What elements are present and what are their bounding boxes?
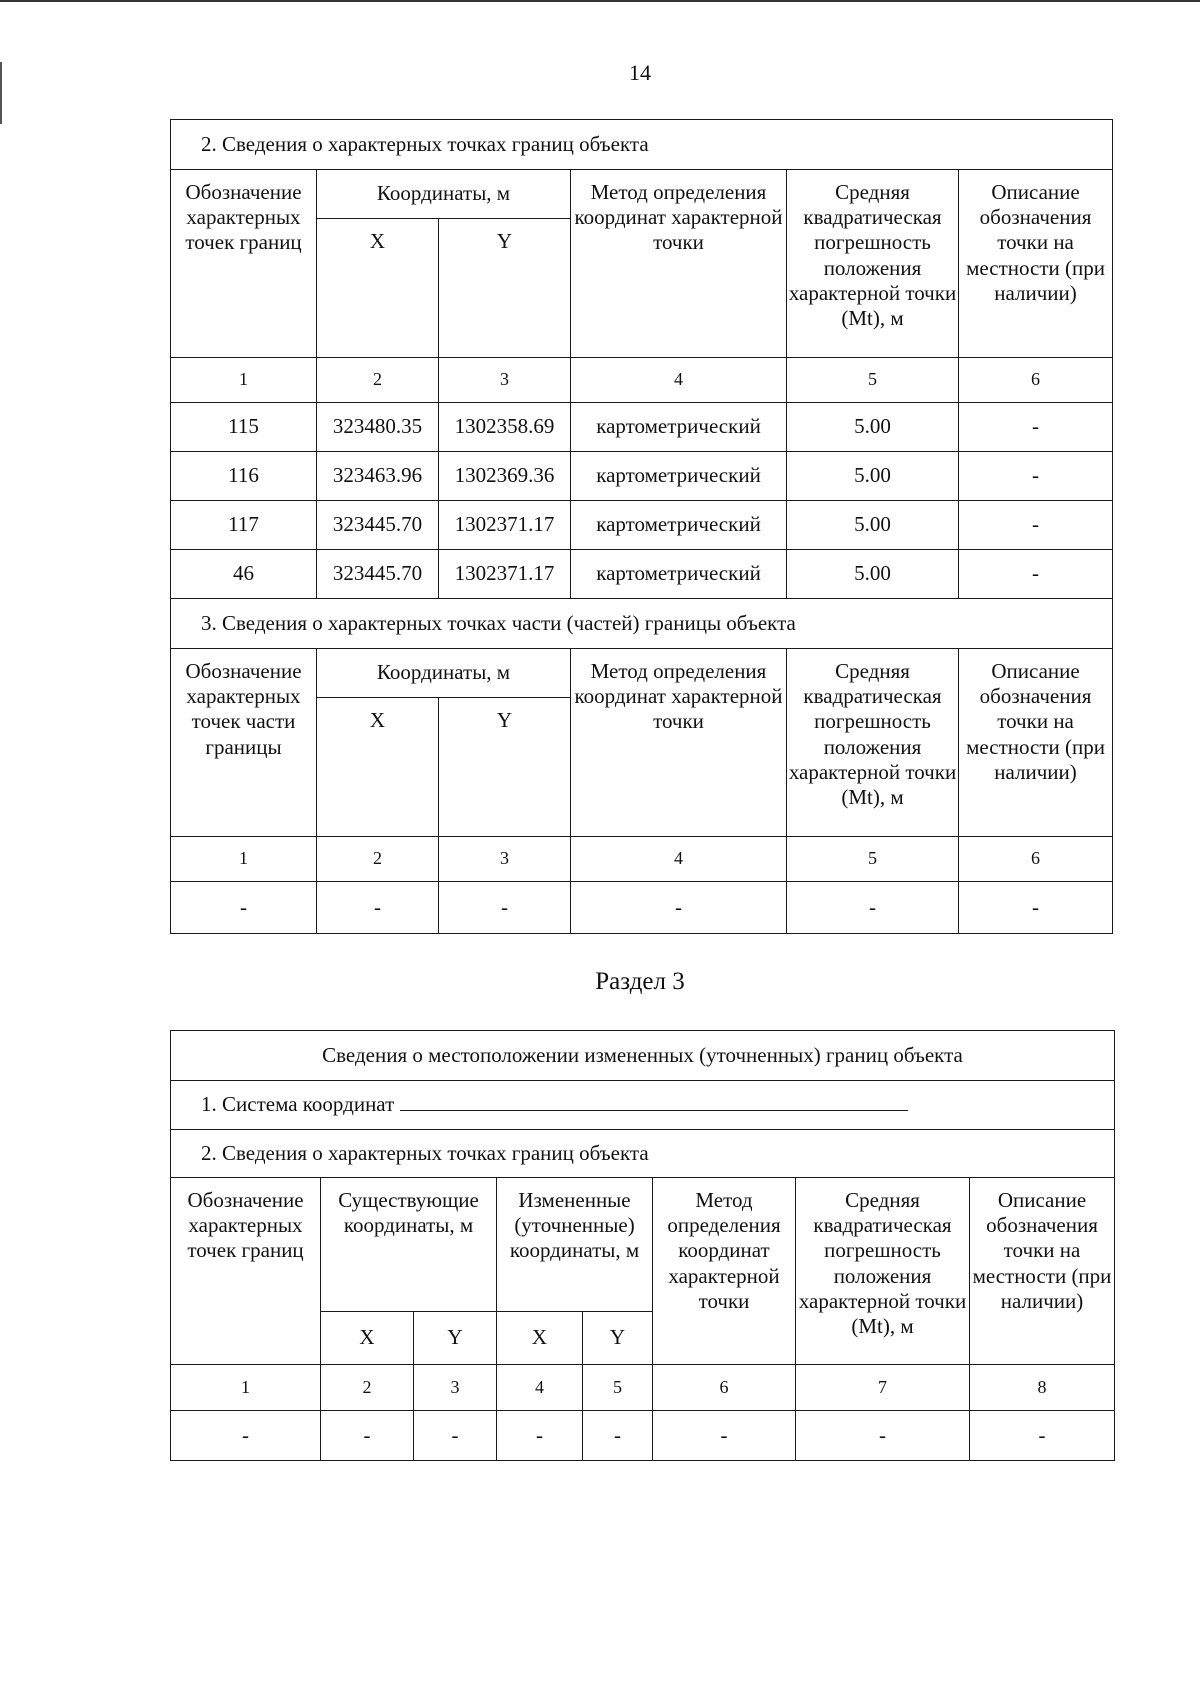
page-number: 14 [629,60,651,85]
empty-cell: - [653,1411,796,1461]
header-x: X [317,219,439,358]
empty-cell: - [959,882,1113,934]
header-error: Средняя квадратическая погрешность положения характерной точки (Mt), м [787,170,959,358]
column-number: 4 [571,358,787,403]
empty-cell: - [571,882,787,934]
method: картометрический [571,501,787,550]
table-title: Сведения о местоположении измененных (уточненных) границ объекта [171,1031,1115,1081]
coord-system-blank-line [400,1092,908,1111]
empty-cell: - [171,1411,321,1461]
empty-cell: - [796,1411,970,1461]
column-number: 2 [317,837,439,882]
header-x: X [317,698,439,837]
table-row [171,1411,1115,1461]
method: картометрический [571,452,787,501]
error-value: 5.00 [787,501,959,550]
point-designation: 115 [171,403,317,452]
column-number: 4 [497,1365,583,1411]
empty-cell: - [414,1411,497,1461]
header-method: Метод определения координат характерной точки [653,1178,796,1365]
header-coordinates: Координаты, м [317,649,571,698]
boundary-points-table [170,119,1113,934]
column-number: 3 [439,837,571,882]
column-number: 6 [959,837,1113,882]
coord-y: 1302358.69 [439,403,571,452]
empty-cell: - [787,882,959,934]
header-method: Метод определения координат характерной точки [571,649,787,837]
empty-cell: - [970,1411,1115,1461]
description: - [959,452,1113,501]
empty-cell: - [171,882,317,934]
coord-y: 1302369.36 [439,452,571,501]
column-number: 4 [571,837,787,882]
coord-x: 323463.96 [317,452,439,501]
header-y: Y [439,698,571,837]
point-designation: 46 [171,550,317,599]
table-row [171,550,1113,599]
page-edge-line [0,0,1200,2]
header-existing-coords: Существующие координаты, м [321,1178,497,1312]
coord-y: 1302371.17 [439,550,571,599]
point-designation: 117 [171,501,317,550]
header-method: Метод определения координат характерной точки [571,170,787,358]
header-y-changed: Y [583,1312,653,1365]
coord-system-label: 1. Система координат [201,1092,395,1117]
changed-boundaries-table [170,1030,1115,1461]
coord-x: 323445.70 [317,550,439,599]
header-y: Y [439,219,571,358]
header-description: Описание обозначения точки на местности (при наличии) [959,649,1113,837]
header-designation-part: Обозначение характерных точек части границы [171,649,317,837]
column-number: 7 [796,1365,970,1411]
column-number: 5 [787,358,959,403]
header-designation: Обозначение характерных точек границ [171,170,317,358]
column-number: 6 [653,1365,796,1411]
column-number: 5 [583,1365,653,1411]
coord-system-row [171,1081,1115,1130]
table-row [171,882,1113,934]
column-number: 1 [171,1365,321,1411]
column-number: 2 [317,358,439,403]
section-heading: Раздел 3 [595,968,685,995]
header-description: Описание обозначения точки на местности (при наличии) [970,1178,1115,1365]
description: - [959,403,1113,452]
header-description: Описание обозначения точки на местности (при наличии) [959,170,1113,358]
column-number: 3 [439,358,571,403]
column-number: 6 [959,358,1113,403]
error-value: 5.00 [787,452,959,501]
method: картометрический [571,403,787,452]
description: - [959,501,1113,550]
table-row [171,501,1113,550]
error-value: 5.00 [787,550,959,599]
error-value: 5.00 [787,403,959,452]
column-number: 1 [171,837,317,882]
coord-x: 323445.70 [317,501,439,550]
method: картометрический [571,550,787,599]
column-number: 2 [321,1365,414,1411]
column-number: 8 [970,1365,1115,1411]
header-x-existing: X [321,1312,414,1365]
empty-cell: - [439,882,571,934]
empty-cell: - [321,1411,414,1461]
column-number: 5 [787,837,959,882]
section-2-title: 2. Сведения о характерных точках границ объекта [171,120,1113,170]
header-x-changed: X [497,1312,583,1365]
header-error: Средняя квадратическая погрешность положения характерной точки (Mt), м [796,1178,970,1365]
header-coordinates: Координаты, м [317,170,571,219]
section-2-title: 2. Сведения о характерных точках границ объекта [171,1130,1115,1178]
description: - [959,550,1113,599]
empty-cell: - [497,1411,583,1461]
header-y-existing: Y [414,1312,497,1365]
column-number: 1 [171,358,317,403]
header-changed-coords: Измененные (уточненные) координаты, м [497,1178,653,1312]
coord-x: 323480.35 [317,403,439,452]
table-row [171,452,1113,501]
empty-cell: - [583,1411,653,1461]
point-designation: 116 [171,452,317,501]
table-row [171,403,1113,452]
header-error: Средняя квадратическая погрешность положения характерной точки (Mt), м [787,649,959,837]
empty-cell: - [317,882,439,934]
coord-y: 1302371.17 [439,501,571,550]
column-number: 3 [414,1365,497,1411]
section-3-title: 3. Сведения о характерных точках части (частей) границы объекта [171,599,1113,649]
header-designation: Обозначение характерных точек границ [171,1178,321,1365]
